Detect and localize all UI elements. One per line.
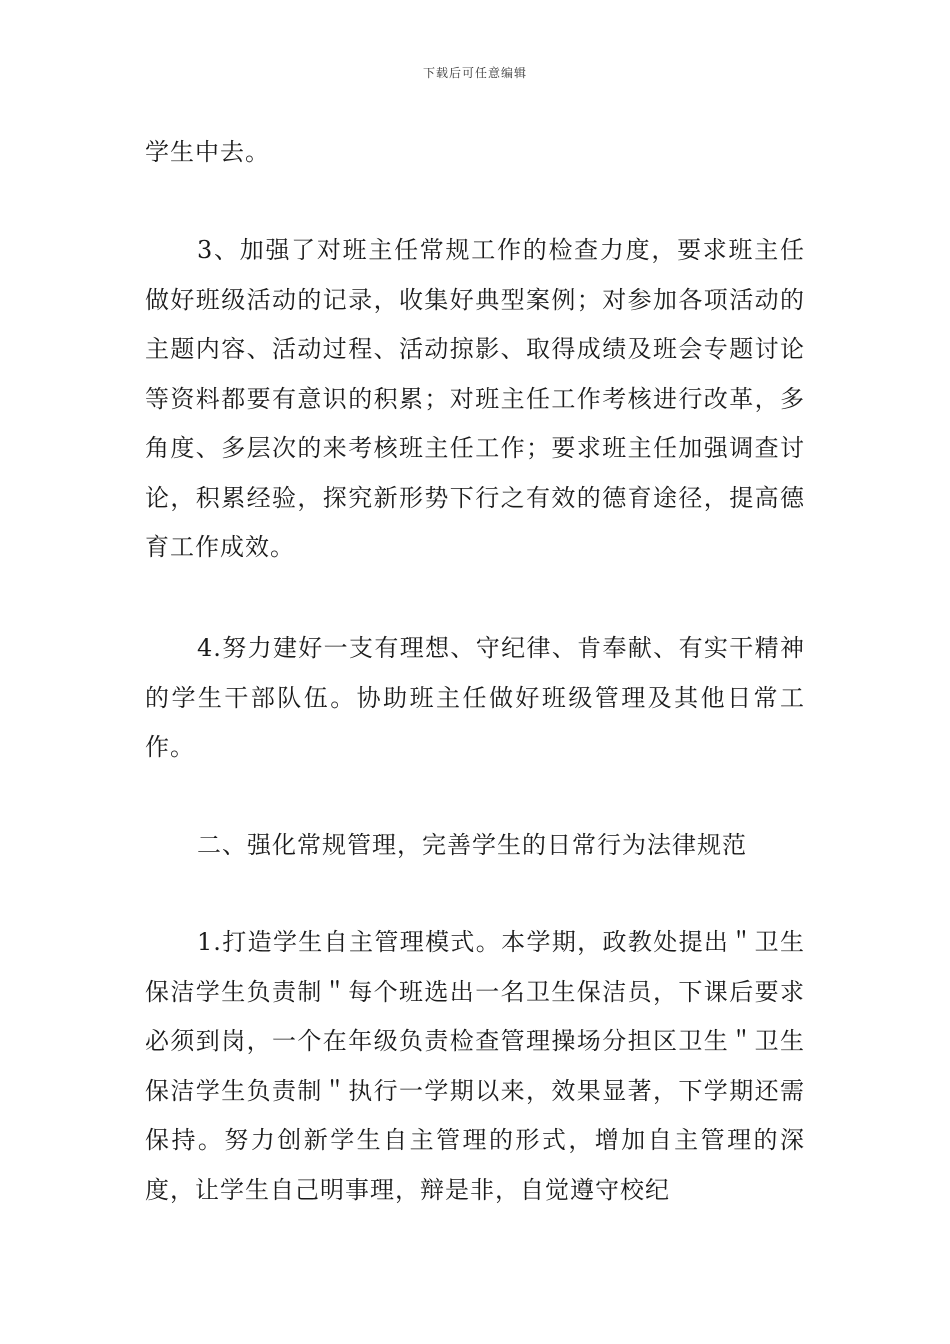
paragraph-item-4 [145, 624, 805, 773]
paragraph-item-3 [145, 226, 805, 573]
paragraph-text: 学生中去。 [145, 138, 270, 166]
paragraph-continuation [145, 128, 805, 178]
paragraph-item-1 [145, 918, 805, 1215]
paragraph-text: 3、加强了对班主任常规工作的检查力度，要求班主任做好班级活动的记录，收集好典型案例；对参加各项活动的主题内容、活动过程、活动掠影、取得成绩及班会专题讨论等资料都要有意识的积累；对班主任工作考核进行改革，多角度、多层次的来考核班主任工作；要求班主任加强调查讨论，积累经验，探究新形势下行之有效的德育途径，提高德育工作成效。 [145, 236, 805, 561]
page-header: 下载后可任意编辑 [422, 66, 527, 80]
paragraph-text: 1.打造学生自主管理模式。本学期，政教处提出＂卫生保洁学生负责制＂每个班选出一名卫生保洁员，下课后要求必须到岗，一个在年级负责检查管理操场分担区卫生＂卫生保洁学生负责制＂执行一学期以来，效果显著，下学期还需保持。努力创新学生自主管理的形式，增加自主管理的深度，让学生自己明事理，辩是非，自觉遵守校纪 [145, 928, 805, 1204]
paragraph-text: 4.努力建好一支有理想、守纪律、肯奉献、有实干精神的学生干部队伍。协助班主任做好班级管理及其他日常工作。 [145, 634, 805, 761]
section-heading-text: 二、强化常规管理，完善学生的日常行为法律规范 [197, 831, 747, 859]
section-heading [145, 821, 805, 871]
